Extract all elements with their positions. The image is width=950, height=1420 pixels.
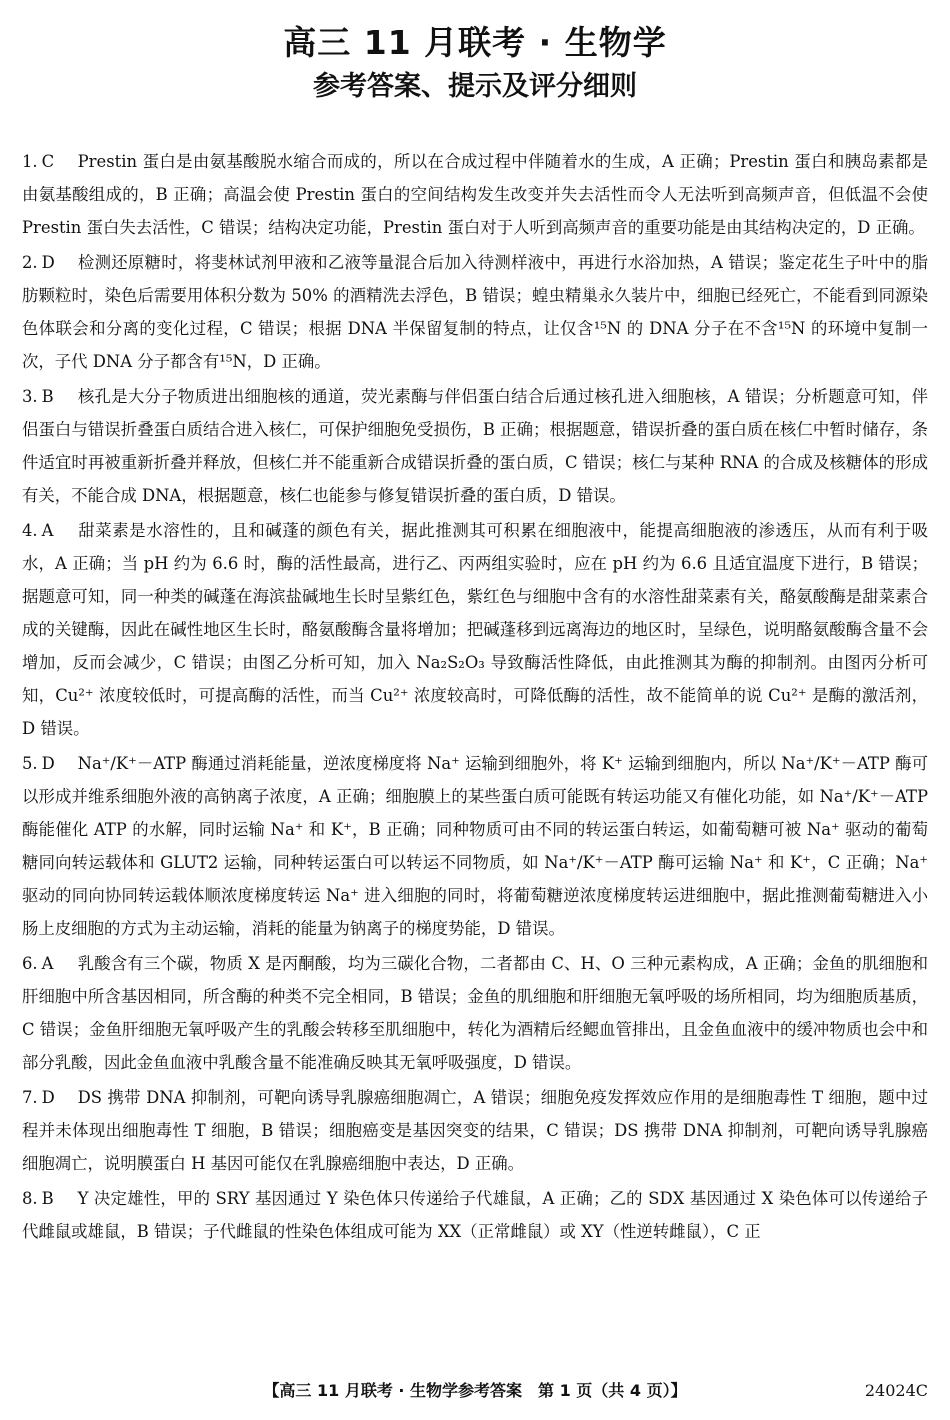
- answer-letter: A: [41, 521, 54, 540]
- answer-item-4: [22, 514, 928, 745]
- question-number: 2.: [22, 253, 38, 272]
- answer-letter: C: [41, 152, 55, 171]
- answer-letter: A: [41, 954, 54, 973]
- question-number: 3.: [22, 387, 38, 406]
- page-footer: [0, 1376, 950, 1406]
- answer-item-8: [22, 1182, 928, 1248]
- page-title: 高三 11 月联考 · 生物学: [283, 23, 667, 62]
- question-number: 4.: [22, 521, 38, 540]
- answer-explanation: 乳酸含有三个碳，物质 X 是丙酮酸，均为三碳化合物，二者都由 C、H、O 三种元素构成，A 正确；金鱼的肌细胞和肝细胞中所含基因相同，所含酶的种类不完全相同，B 错误；金鱼的肌细胞和肝细胞无氧呼吸的场所相同，均为细胞质基质，C 错误；金鱼肝细胞无氧呼吸产生的乳酸会转移至肌细胞中，转化为酒精后经鳃血管排出，且金鱼血液中的缓冲物质也会中和部分乳酸，因此金鱼血液中乳酸含量不能准确反映其无氧呼吸强度，D 错误。: [22, 954, 928, 1072]
- question-number: 8.: [22, 1189, 38, 1208]
- header: [0, 0, 950, 106]
- answer-item-5: [22, 747, 928, 945]
- answer-explanation: 甜菜素是水溶性的，且和碱蓬的颜色有关，据此推测其可积累在细胞液中，能提高细胞液的渗透压，从而有利于吸水，A 正确；当 pH 约为 6.6 时，酶的活性最高，进行乙、丙两组实验时，应在 pH 约为 6.6 且适宜温度下进行，B 错误；据题意可知，同一种类的碱蓬在海滨盐碱地生长时呈紫红色，紫红色与细胞中含有的水溶性甜菜素有关，酪氨酸酶是甜菜素合成的关键酶，因此在碱性地区生长时，酪氨酸酶含量将增加；把碱蓬移到远离海边的地区时，呈绿色，说明酪氨酸酶含量不会增加，反而会减少，C 错误；由图乙分析可知，加入 Na₂S₂O₃ 导致酶活性降低，由此推测其为酶的抑制剂。由图丙分析可知，Cu²⁺ 浓度较低时，可提高酶的活性，而当 Cu²⁺ 浓度较高时，可降低酶的活性，故不能简单的说 Cu²⁺ 是酶的激活剂，D 错误。: [22, 521, 928, 738]
- answer-letter: D: [41, 253, 55, 272]
- page-subtitle: 参考答案、提示及评分细则: [313, 71, 637, 102]
- answer-explanation: DS 携带 DNA 抑制剂，可靶向诱导乳腺癌细胞凋亡，A 错误；细胞免疫发挥效应作用的是细胞毒性 T 细胞，题中过程并未体现出细胞毒性 T 细胞，B 错误；细胞癌变是基因突变的结果，C 错误；DS 携带 DNA 抑制剂，可靶向诱导乳腺癌细胞凋亡，说明膜蛋白 H 基因可能仅在乳腺癌细胞中表达，D 正确。: [22, 1088, 928, 1173]
- answer-letter: B: [41, 387, 54, 406]
- answer-item-7: [22, 1081, 928, 1180]
- question-number: 1.: [22, 152, 38, 171]
- answer-list: [22, 145, 928, 1250]
- answer-letter: B: [41, 1189, 54, 1208]
- answer-letter: D: [41, 754, 55, 773]
- answer-item-2: [22, 246, 928, 378]
- question-number: 7.: [22, 1088, 38, 1107]
- footer-page-info: 【高三 11 月联考 · 生物学参考答案 第 1 页（共 4 页）】: [263, 1381, 687, 1400]
- answer-letter: D: [41, 1088, 55, 1107]
- answer-explanation: Y 决定雄性，甲的 SRY 基因通过 Y 染色体只传递给子代雄鼠，A 正确；乙的 SDX 基因通过 X 染色体可以传递给子代雌鼠或雄鼠，B 错误；子代雌鼠的性染色体组成可能为 XX（正常雌鼠）或 XY（性逆转雌鼠），C 正: [22, 1189, 928, 1241]
- answer-explanation: Prestin 蛋白是由氨基酸脱水缩合而成的，所以在合成过程中伴随着水的生成，A 正确；Prestin 蛋白和胰岛素都是由氨基酸组成的，B 正确；高温会使 Prestin 蛋白的空间结构发生改变并失去活性而令人无法听到高频声音，但低温不会使 Prestin 蛋白失去活性，C 错误；结构决定功能，Prestin 蛋白对于人听到高频声音的重要功能是由其结构决定的，D 正确。: [22, 152, 928, 237]
- answer-explanation: 核孔是大分子物质进出细胞核的通道，荧光素酶与伴侣蛋白结合后通过核孔进入细胞核，A 错误；分析题意可知，伴侣蛋白与错误折叠蛋白质结合进入核仁，可保护细胞免受损伤，B 正确；根据题意，错误折叠的蛋白质在核仁中暂时储存，条件适宜时再被重新折叠并释放，但核仁并不能重新合成错误折叠的蛋白质，C 错误；核仁与某种 RNA 的合成及核糖体的形成有关，不能合成 DNA，根据题意，核仁也能参与修复错误折叠的蛋白质，D 错误。: [22, 387, 928, 505]
- answer-item-6: [22, 947, 928, 1079]
- answer-item-3: [22, 380, 928, 512]
- answer-explanation: 检测还原糖时，将斐林试剂甲液和乙液等量混合后加入待测样液中，再进行水浴加热，A 错误；鉴定花生子叶中的脂肪颗粒时，染色后需要用体积分数为 50% 的酒精洗去浮色，B 错误；蝗虫精巢永久装片中，细胞已经死亡，不能看到同源染色体联会和分离的变化过程，C 错误；根据 DNA 半保留复制的特点，让仅含¹⁵N 的 DNA 分子在不含¹⁵N 的环境中复制一次，子代 DNA 分子都含有¹⁵N，D 正确。: [22, 253, 928, 371]
- question-number: 5.: [22, 754, 38, 773]
- answer-explanation: Na⁺/K⁺－ATP 酶通过消耗能量，逆浓度梯度将 Na⁺ 运输到细胞外，将 K⁺ 运输到细胞内，所以 Na⁺/K⁺－ATP 酶可以形成并维系细胞外液的高钠离子浓度，A 正确；细胞膜上的某些蛋白质可能既有转运功能又有催化功能，如 Na⁺/K⁺－ATP 酶能催化 ATP 的水解，同时运输 Na⁺ 和 K⁺，B 正确；同种物质可由不同的转运蛋白转运，如葡萄糖可被 Na⁺ 驱动的葡萄糖同向转运载体和 GLUT2 运输，同种转运蛋白可以转运不同物质，如 Na⁺/K⁺－ATP 酶可运输 Na⁺ 和 K⁺，C 正确；Na⁺ 驱动的同向协同转运载体顺浓度梯度转运 Na⁺ 进入细胞的同时，将葡萄糖逆浓度梯度转运进细胞中，据此推测葡萄糖进入小肠上皮细胞的方式为主动运输，消耗的能量为钠离子的梯度势能，D 错误。: [22, 754, 928, 938]
- footer-exam-code: 24024C: [864, 1381, 928, 1400]
- question-number: 6.: [22, 954, 38, 973]
- answer-item-1: [22, 145, 928, 244]
